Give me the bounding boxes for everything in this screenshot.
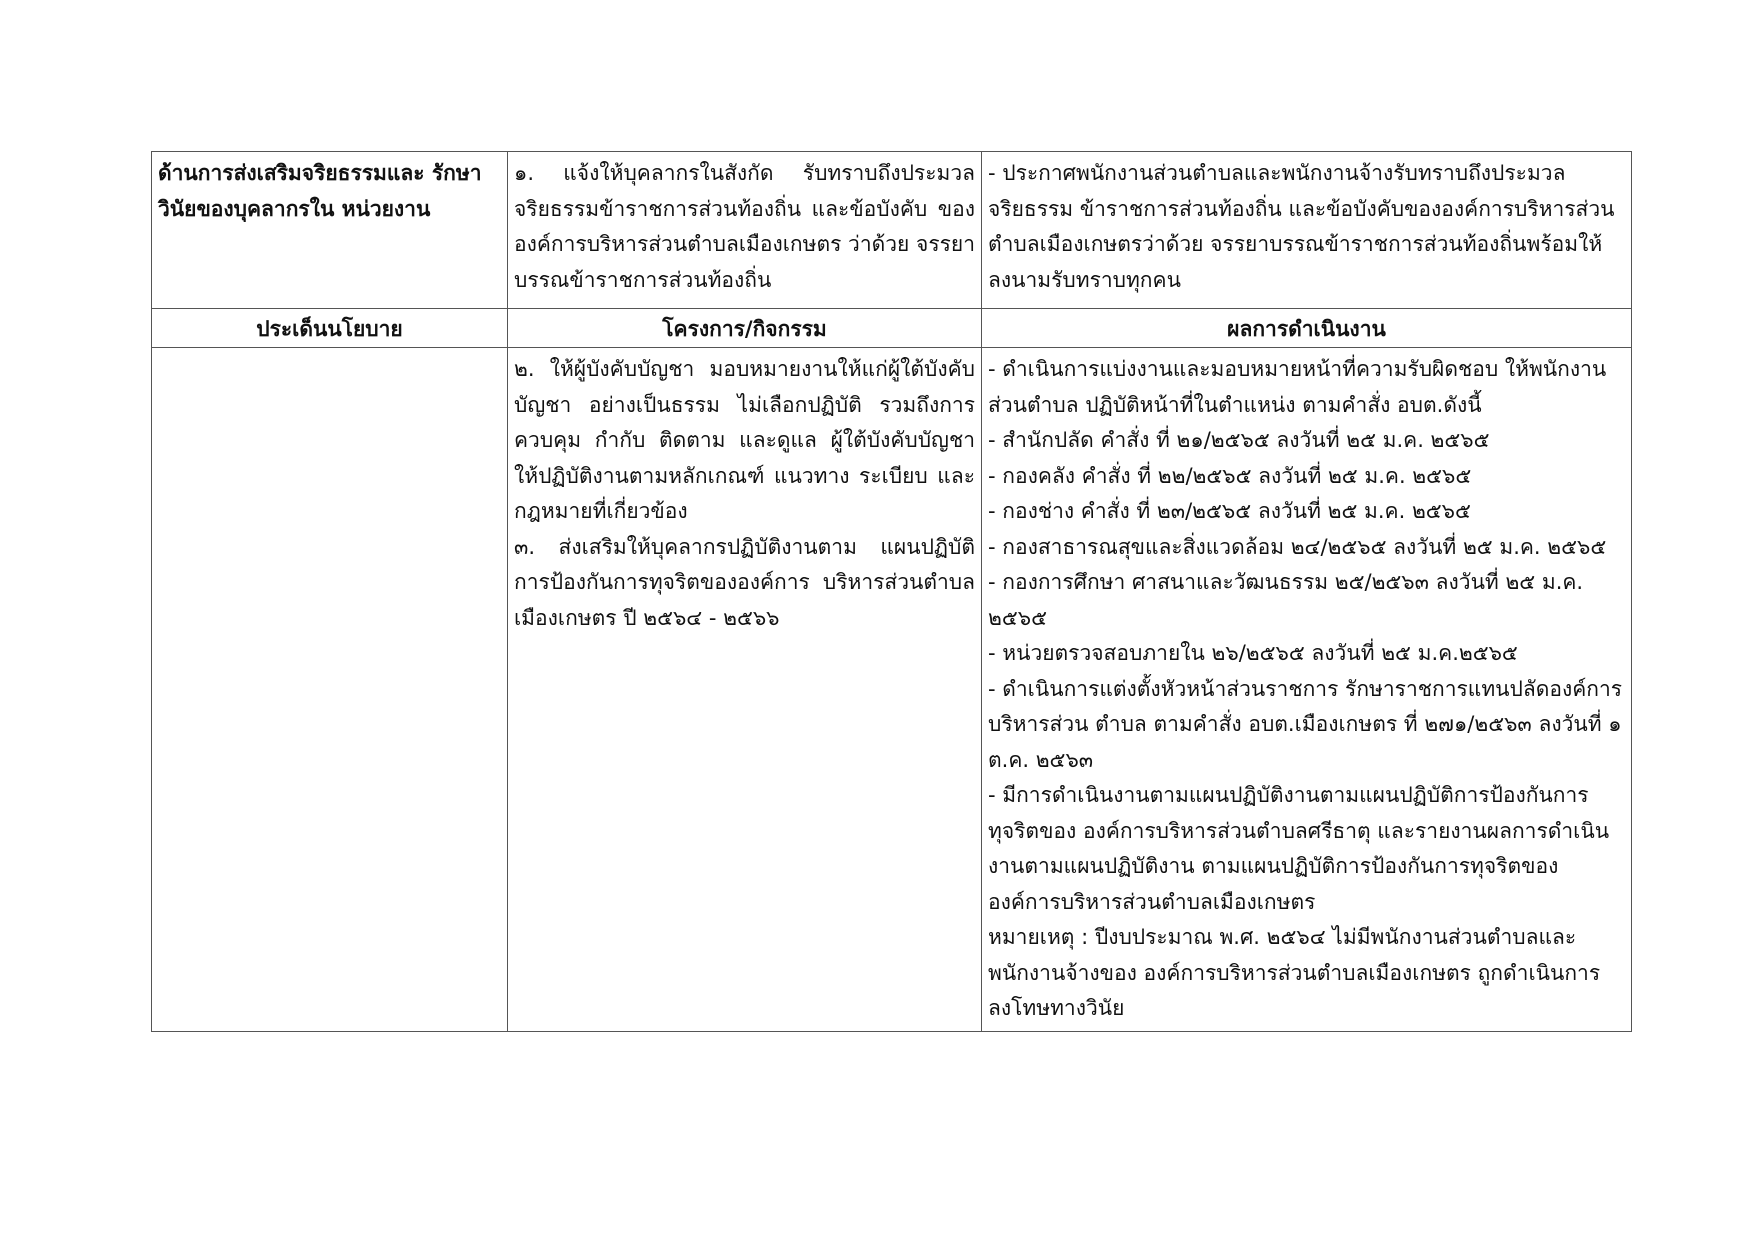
project-cell (508, 348, 982, 1032)
policy-report-table (151, 151, 1632, 1032)
result-item: - สำนักปลัด คำสั่ง ที่ ๒๑/๒๕๖๕ ลงวันที่ ๒๕ ม.ค. ๒๕๖๕ (988, 428, 1490, 452)
header-project: โครงการ/กิจกรรม (508, 309, 982, 348)
result-text: - ประกาศพนักงานส่วนตำบลและพนักงานจ้างรับทราบถึงประมวลจริยธรรม ข้าราชการส่วนท้องถิ่น และข้อบังคับขององค์การบริหารส่วนตำบลเมืองเกษตรว่าด้วย จรรยาบรรณข้าราชการส่วนท้องถิ่นพร้อมให้ลงนามรับทราบทุกคน (988, 161, 1615, 292)
result-item: - กองคลัง คำสั่ง ที่ ๒๒/๒๕๖๕ ลงวันที่ ๒๕ ม.ค. ๒๕๖๕ (988, 463, 1472, 488)
table-row (152, 152, 1632, 309)
result-item: - ดำเนินการแต่งตั้งหัวหน้าส่วนราชการ รักษาราชการแทนปลัดองค์การบริหารส่วน ตำบล ตามคำสั่ง อบต.เมืองเกษตร ที่ ๒๗๑/๒๕๖๓ ลงวันที่ ๑ ต.ค. ๒๕๖๓ (988, 676, 1623, 772)
project-text: ๑. แจ้งให้บุคลากรในสังกัด รับทราบถึงประมวลจริยธรรมข้าราชการส่วนท้องถิ่น และข้อบังคับ ขององค์การบริหารส่วนตำบลเมืองเกษตร ว่าด้วย จรรยาบรรณข้าราชการส่วนท้องถิ่น (514, 161, 975, 292)
policy-cell (152, 152, 508, 309)
result-item: - ดำเนินการแบ่งงานและมอบหมายหน้าที่ความรับผิดชอบ ให้พนักงานส่วนตำบล ปฏิบัติหน้าที่ในตำแหน่ง ตามคำสั่ง อบต.ดังนี้ (988, 357, 1607, 417)
table-row (152, 348, 1632, 1032)
header-policy: ประเด็นนโยบาย (152, 309, 508, 348)
policy-cell (152, 348, 508, 1032)
result-item: - กองการศึกษา ศาสนาและวัฒนธรรม ๒๕/๒๕๖๓ ลงวันที่ ๒๕ ม.ค. ๒๕๖๕ (988, 570, 1584, 630)
result-item: - กองสาธารณสุขและสิ่งแวดล้อม ๒๔/๒๕๖๕ ลงวันที่ ๒๕ ม.ค. ๒๕๖๕ (988, 534, 1607, 559)
project-item: ๓. ส่งเสริมให้บุคลากรปฏิบัติงานตาม แผนปฏิบัติการป้องกันการทุจริตขององค์การ บริหารส่วนตำบลเมืองเกษตร ปี ๒๕๖๔ - ๒๕๖๖ (514, 534, 975, 630)
result-cell (982, 348, 1632, 1032)
table-header-row (152, 309, 1632, 348)
result-item: - หน่วยตรวจสอบภายใน ๒๖/๒๕๖๕ ลงวันที่ ๒๕ ม.ค.๒๕๖๕ (988, 641, 1518, 665)
result-cell (982, 152, 1632, 309)
document-page (151, 151, 1631, 1032)
header-result: ผลการดำเนินงาน (982, 309, 1632, 348)
policy-text: ด้านการส่งเสริมจริยธรรมและ รักษาวินัยของบุคลากรใน หน่วยงาน (158, 161, 482, 221)
project-cell (508, 152, 982, 309)
result-item: - มีการดำเนินงานตามแผนปฏิบัติงานตามแผนปฏิบัติการป้องกันการทุจริตของ องค์การบริหารส่วนตำบลศรีธาตุ และรายงานผลการดำเนินงานตามแผนปฏิบัติงาน ตามแผนปฏิบัติการป้องกันการทุจริตขององค์การบริหารส่วนตำบลเมืองเกษตร (988, 783, 1610, 914)
project-item: ๒. ให้ผู้บังคับบัญชา มอบหมายงานให้แก่ผู้ใต้บังคับบัญชา อย่างเป็นธรรม ไม่เลือกปฏิบัติ รวมถึงการควบคุม กำกับ ติดตาม และดูแล ผู้ใต้บังคับบัญชา ให้ปฏิบัติงานตามหลักเกณฑ์ แนวทาง ระเบียบ และกฎหมายที่เกี่ยวข้อง (514, 357, 975, 523)
result-item: หมายเหตุ : ปีงบประมาณ พ.ศ. ๒๕๖๔ ไม่มีพนักงานส่วนตำบลและพนักงานจ้างของ องค์การบริหารส่วนตำบลเมืองเกษตร ถูกดำเนินการลงโทษทางวินัย (988, 925, 1601, 1020)
result-item: - กองช่าง คำสั่ง ที่ ๒๓/๒๕๖๕ ลงวันที่ ๒๕ ม.ค. ๒๕๖๕ (988, 499, 1471, 523)
